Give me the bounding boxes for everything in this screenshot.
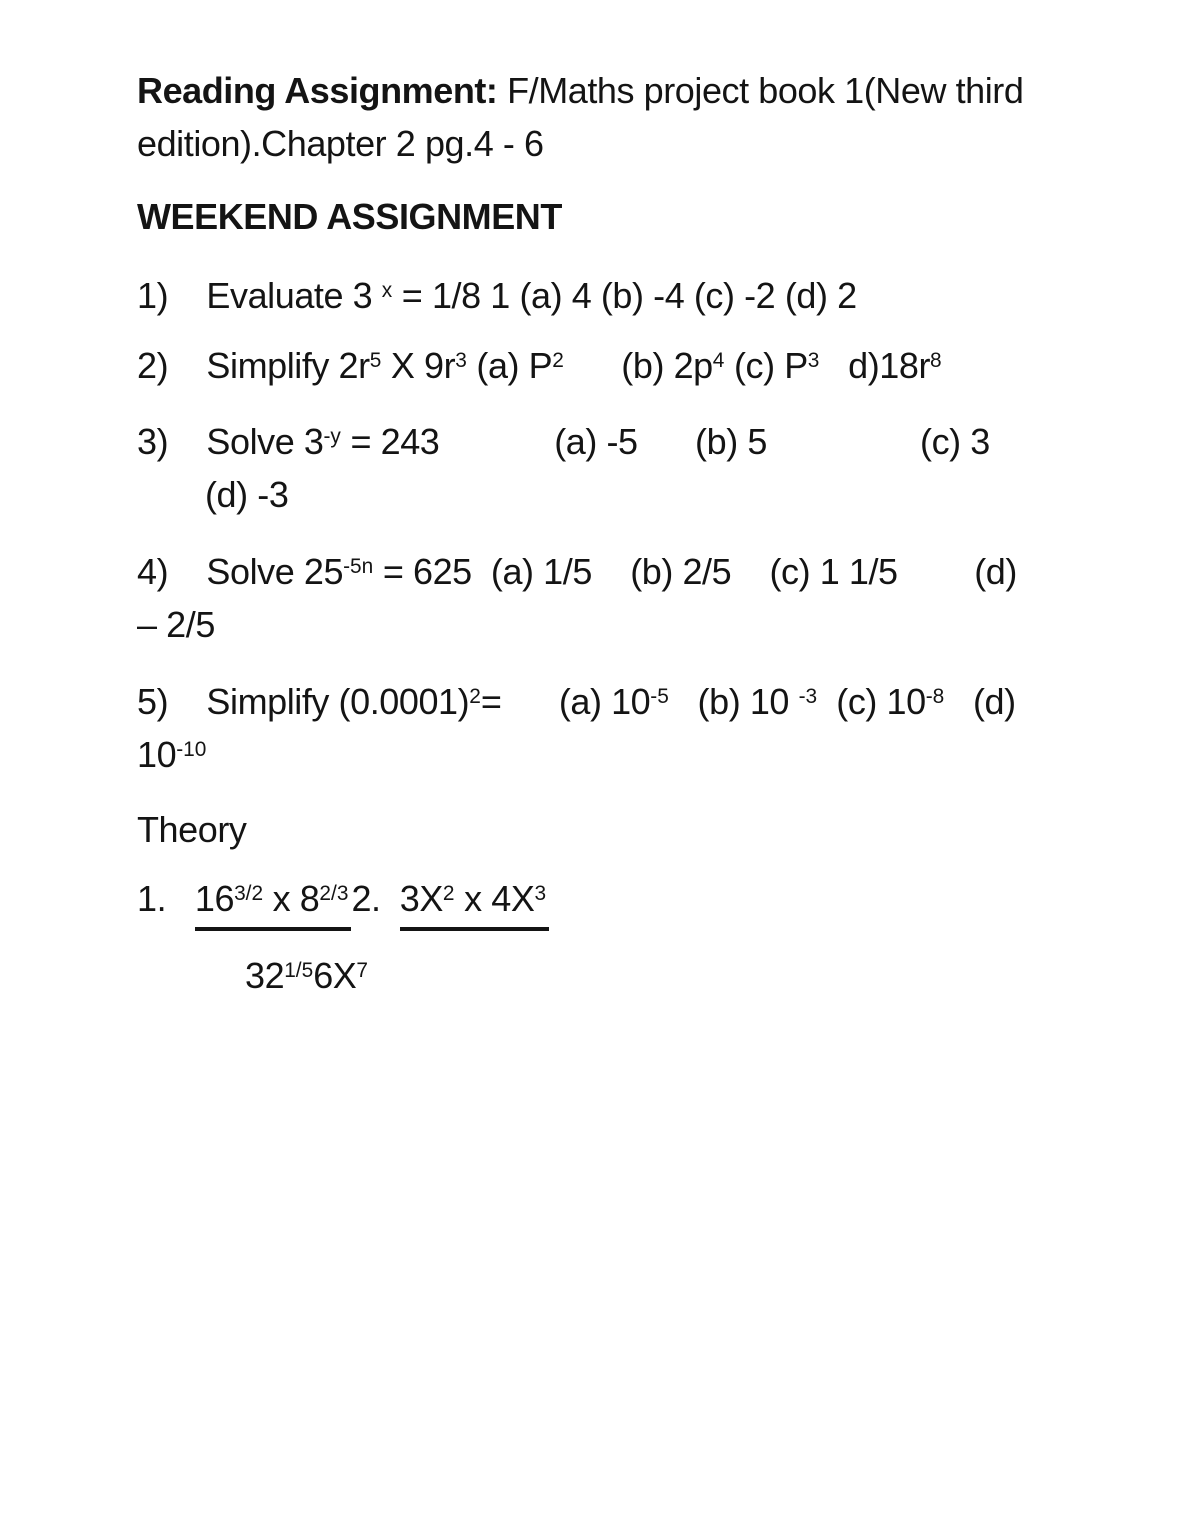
superscript: -3 — [798, 685, 818, 709]
superscript: 1/5 — [284, 959, 314, 983]
question-2: 2) Simplify $2r^5$ X $9r^3$ (a) $P^2$ (b) $2p^4$ (c) $P^3$ $d)18r^8$ — [137, 345, 942, 386]
superscript: 5 — [369, 349, 382, 373]
superscript: 8 — [930, 349, 942, 373]
reading-assignment-line-1: Reading Assignment: F/Maths project book 1(New third — [137, 70, 1024, 111]
superscript: -5n — [343, 555, 374, 579]
question-5-continuation: $10^{-10}$ — [137, 734, 207, 775]
superscript: -8 — [925, 685, 945, 709]
superscript: 2/3 — [319, 882, 349, 906]
superscript: 7 — [356, 959, 369, 983]
question-5: 5) Simplify $(0.0001)^2=$ (a) $10^{-5}$ (b) 10 $^{-3}$ (c) $10^{-8}$ (d) — [137, 681, 1016, 722]
superscript: -y — [323, 425, 341, 449]
superscript: 2 — [442, 882, 455, 906]
superscript: 3 — [807, 349, 820, 373]
theory-heading: Theory — [137, 809, 247, 850]
superscript: 2 — [469, 685, 481, 709]
superscript: -10 — [176, 738, 207, 762]
theory-denominators-line: $32^{1/5}6X^7$ — [245, 955, 369, 996]
weekend-assignment-heading: WEEKEND ASSIGNMENT — [137, 196, 562, 237]
superscript: x — [381, 279, 393, 303]
fraction-numerator: $16^{3/2}$ x $8^{2/3}$ — [195, 872, 352, 931]
superscript: 3/2 — [234, 882, 264, 906]
question-4: 4) Solve $25^{-5n} = 625$ (a) 1/5 (b) 2/5 (c) 1 1/5 (d) — [137, 551, 1017, 592]
question-4-continuation: – 2/5 — [137, 604, 215, 645]
question-3-continuation: (d) -3 — [205, 474, 289, 515]
question-3: 3) Solve $3^{-y} = 243$ (a) -5 (b) 5 (c) 3 — [137, 421, 990, 462]
superscript: 4 — [712, 349, 725, 373]
superscript: -5 — [650, 685, 669, 709]
superscript: 2 — [552, 349, 564, 373]
superscript: 3 — [455, 349, 467, 373]
theory-problems-line: 1. $16^{3/2}$ x $8^{2/3}2$. $3X^2$ x $4X^3$ — [137, 872, 1097, 931]
fraction-numerator: $3X^2$ x $4X^3$ — [400, 872, 549, 931]
superscript: 3 — [534, 882, 547, 906]
question-1: 1) Evaluate 3 $^x$ = 1/8 1 (a) 4 (b) -4 (c) -2 (d) 2 — [137, 275, 857, 316]
reading-assignment-line-2: edition).Chapter 2 pg.4 - 6 — [137, 123, 544, 164]
